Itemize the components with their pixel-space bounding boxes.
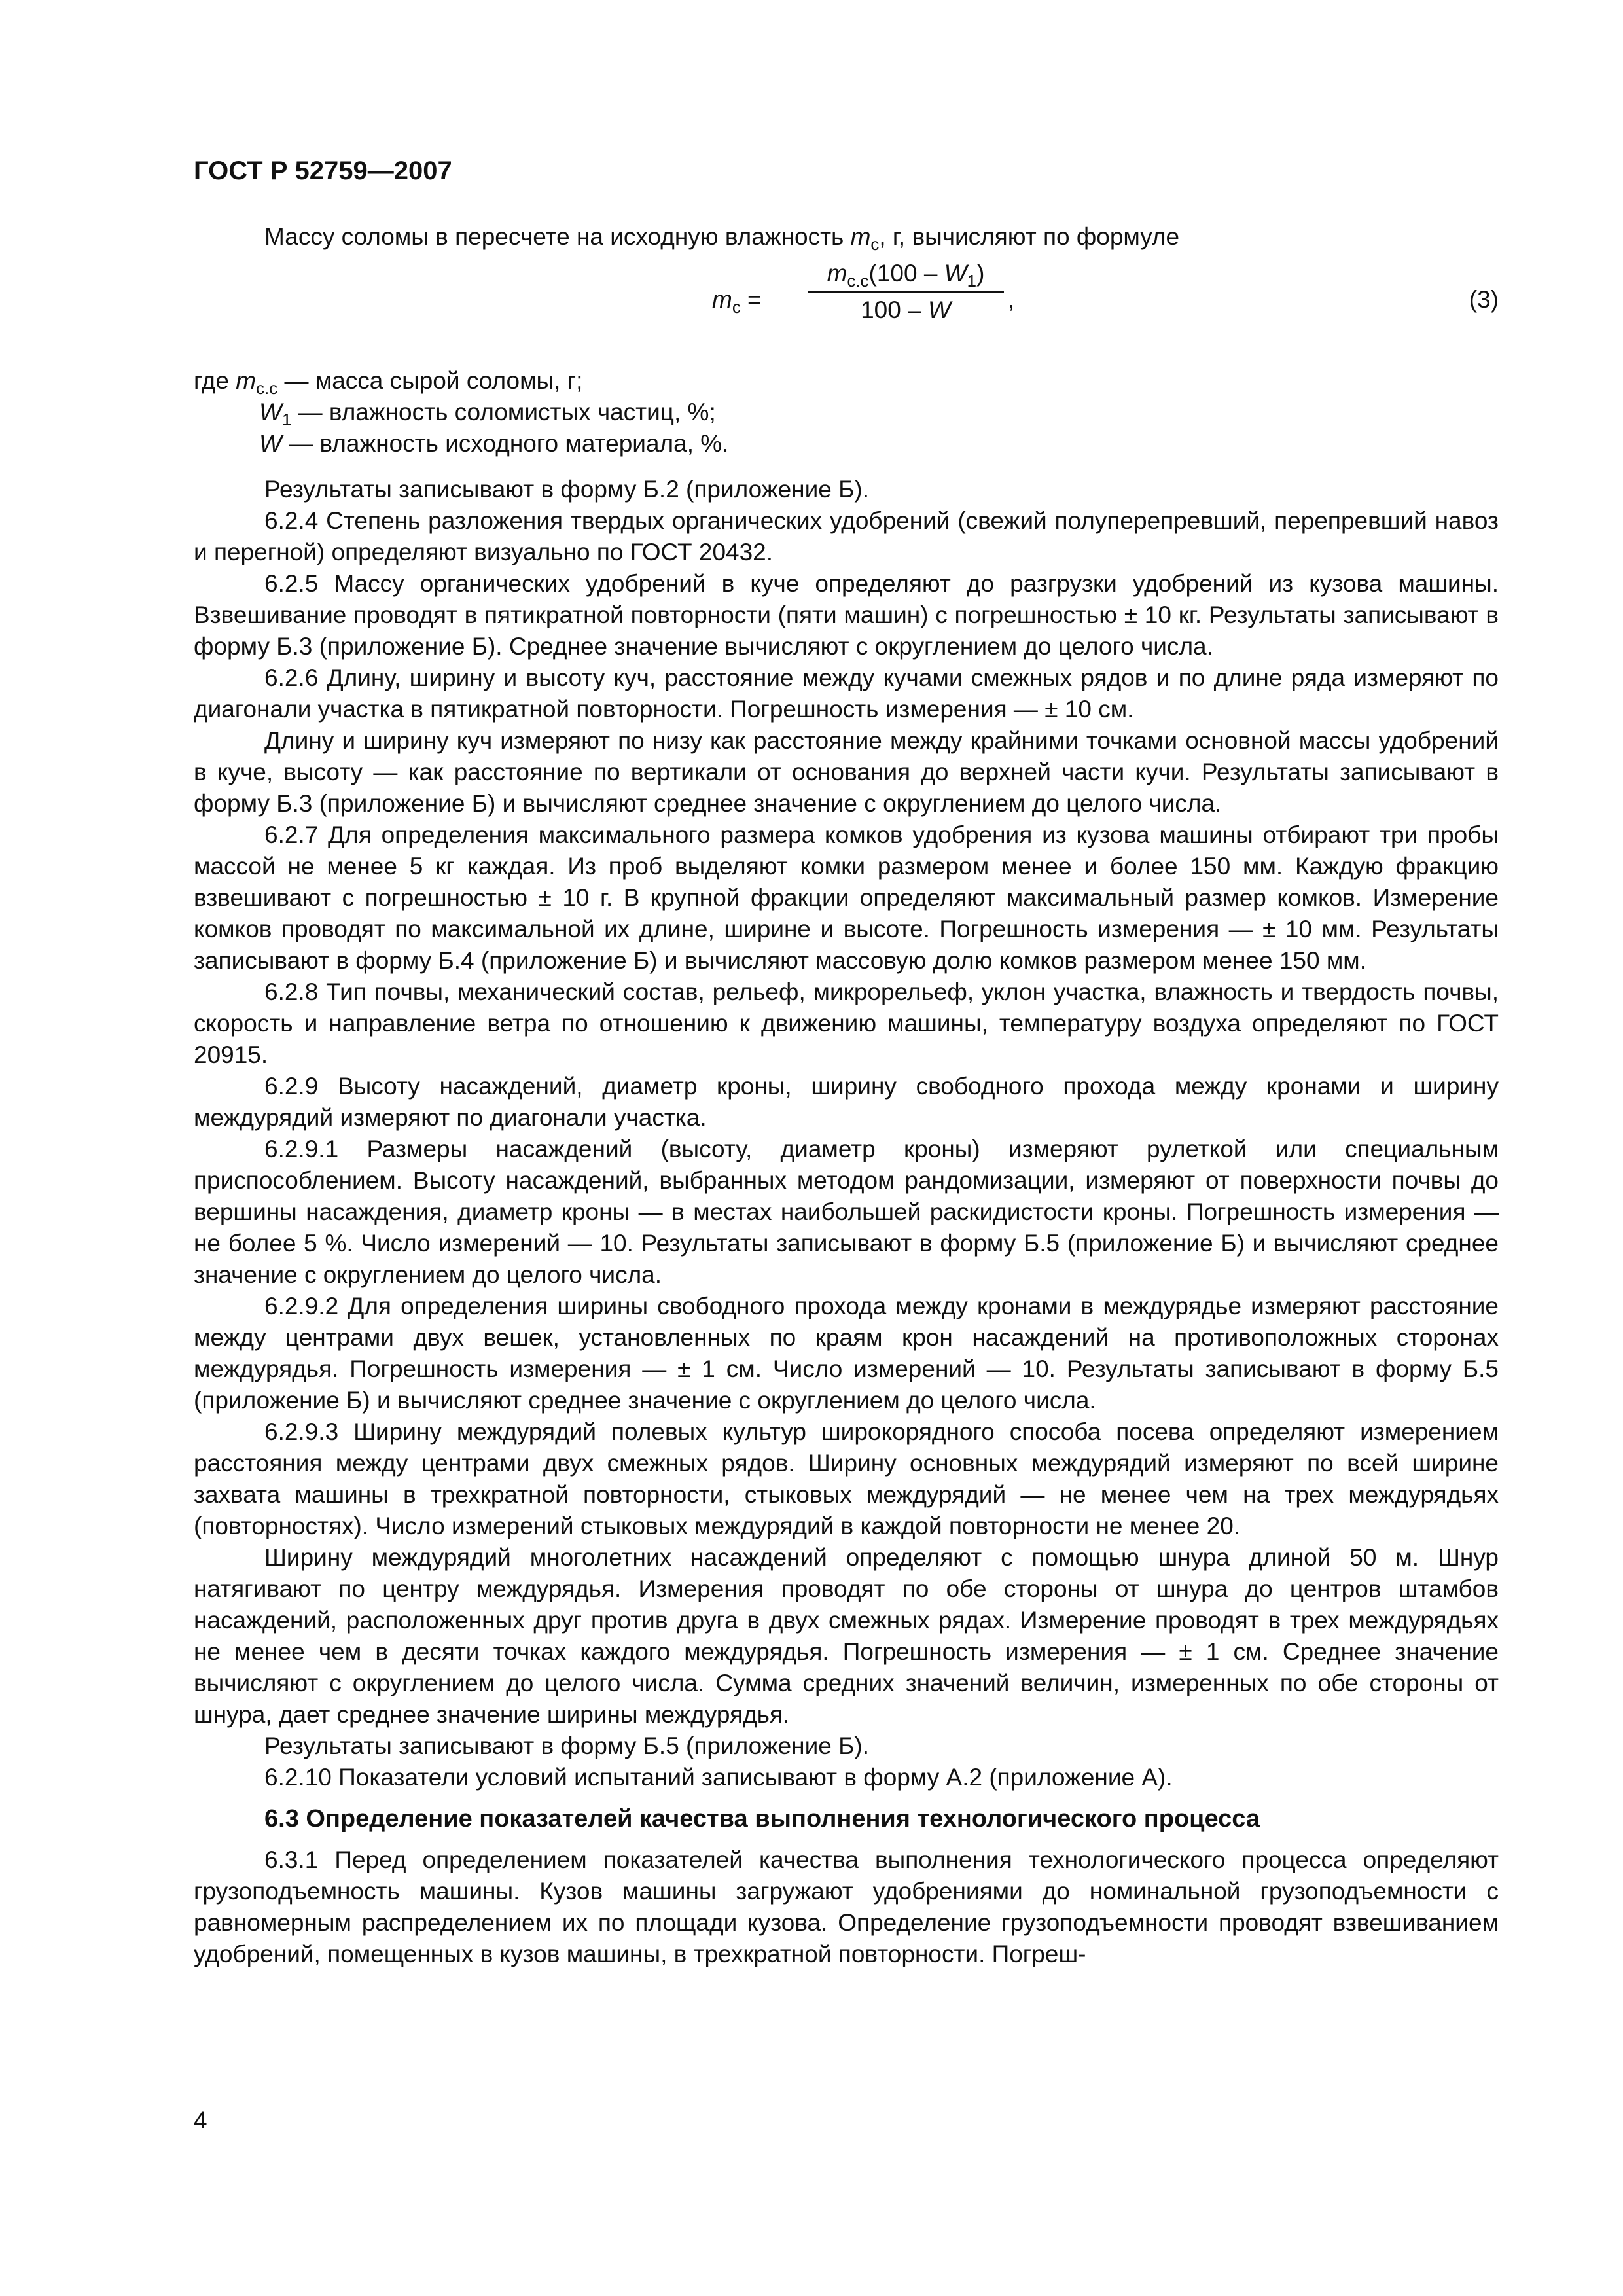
numerator-close: ) bbox=[976, 260, 985, 287]
numerator-open: (100 – bbox=[868, 260, 944, 287]
paragraph-6-2-4: 6.2.4 Степень разложения твердых органических удобрений (свежий полуперепревший, перепревший навоз и перегной) определяют визуально по ГОСТ 20432. bbox=[194, 507, 1499, 565]
legend-text-w1: — влажность соломистых частиц, %; bbox=[291, 399, 716, 425]
formula-intro bbox=[194, 221, 1499, 253]
legend-lead: где bbox=[194, 367, 236, 394]
intro-text-before: Массу соломы в пересчете на исходную влажность bbox=[264, 223, 851, 250]
legend-var-w1: W bbox=[259, 399, 282, 425]
denominator-text: 100 – bbox=[861, 296, 928, 323]
formula-lhs-var: m bbox=[712, 286, 732, 313]
legend-row-w1 bbox=[194, 397, 1499, 428]
legend-text-mcc: — масса сырой соломы, г; bbox=[277, 367, 583, 394]
formula-lhs bbox=[712, 284, 762, 315]
paragraph-6-2-9-3: 6.2.9.3 Ширину междурядий полевых культур широкорядного способа посева определяют измерением расстояния между центрами двух смежных рядов. Ширину основных междурядий измеряют по всей ширине захвата машины в трехкратной повторности, стыковых междурядий — не менее чем на трех междурядьях (повторностях). Число измерений стыковых междурядий в каждой повторности не менее 20. bbox=[194, 1418, 1499, 1539]
intro-var: m bbox=[850, 223, 871, 250]
formula-fraction bbox=[808, 257, 1004, 328]
paragraph: Ширину междурядий многолетних насаждений определяют с помощью шнура длиной 50 м. Шнур натягивают по центру междурядья. Измерения проводят по обе стороны от шнура до центров штамбов насаждений, расположенных друг против друга в двух смежных рядах. Измерение проводят в трех междурядьях не менее чем в десяти точках каждого междурядья. Погрешность измерения — ± 1 см. Среднее значение вычисляют с округлением до целого числа. Сумма средних значений величин, измеренных по обе стороны от шнура, дает среднее значение ширины междурядья. bbox=[194, 1544, 1499, 1728]
numerator-w-sub: 1 bbox=[967, 272, 977, 291]
intro-var-sub: с bbox=[870, 235, 880, 254]
paragraph-6-2-8: 6.2.8 Тип почвы, механический состав, рельеф, микрорельеф, уклон участка, влажность и твердость почвы, скорость и направление ветра по отношению к движению машины, температуру воздуха определяют по ГОСТ 20915. bbox=[194, 978, 1499, 1068]
paragraph-6-2-9-2: 6.2.9.2 Для определения ширины свободного прохода между кронами в междурядье измеряют расстояние между центрами двух вешек, установленных по краям крон насаждений на противоположных сторонах междурядья. Погрешность измерения — ± 1 см. Число измерений — 10. Результаты записывают в форму Б.5 (приложение Б) и вычисляют среднее значение с округлением до целого числа. bbox=[194, 1293, 1499, 1414]
legend-var-w1-sub: 1 bbox=[281, 410, 292, 429]
section-heading-6-3: 6.3 Определение показателей качества выполнения технологического процесса bbox=[264, 1805, 1260, 1833]
paragraph-6-2-10: 6.2.10 Показатели условий испытаний записывают в форму А.2 (приложение А). bbox=[264, 1764, 1173, 1791]
page-content bbox=[194, 154, 1499, 1970]
document-code: ГОСТ Р 52759—2007 bbox=[194, 156, 452, 185]
legend-var-mcc-sub: с.с bbox=[256, 379, 278, 398]
paragraph-6-2-9-1: 6.2.9.1 Размеры насаждений (высоту, диаметр кроны) измеряют рулеткой или специальным приспособлением. Высоту насаждений, выбранных методом рандомизации, измеряют от поверхности почвы до вершины насаждения, диаметр кроны — в местах наибольшей раскидистости кроны. Погрешность измерения — не более 5 %. Число измерений — 10. Результаты записывают в форму Б.5 (приложение Б) и вычисляют среднее значение с округлением до целого числа. bbox=[194, 1136, 1499, 1288]
intro-text-after: , г, вычисляют по формуле bbox=[879, 223, 1180, 250]
variable-legend bbox=[194, 365, 1499, 459]
paragraph: Длину и ширину куч измеряют по низу как расстояние между крайними точками основной массы удобрений в куче, высоту — как расстояние по вертикали от основания до верхней части кучи. Результаты записывают в форму Б.3 (приложение Б) и вычисляют среднее значение с округлением до целого числа. bbox=[194, 727, 1499, 817]
equation-number: (3) bbox=[1469, 286, 1499, 313]
paragraph-6-2-9: 6.2.9 Высоту насаждений, диаметр кроны, ширину свободного прохода между кронами и ширину междурядий измеряют по диагонали участка. bbox=[194, 1073, 1499, 1131]
denominator-w: W bbox=[927, 296, 951, 323]
formula-3 bbox=[194, 255, 1499, 353]
paragraph: Результаты записывают в форму Б.5 (приложение Б). bbox=[264, 1732, 869, 1759]
page-number: 4 bbox=[194, 2107, 207, 2134]
formula-denominator bbox=[808, 293, 1004, 328]
formula-numerator bbox=[808, 257, 1004, 293]
legend-row-mcc bbox=[194, 365, 1499, 397]
legend-text-w: — влажность исходного материала, %. bbox=[281, 430, 729, 457]
paragraph-6-3-1: 6.3.1 Перед определением показателей качества выполнения технологического процесса определяют грузоподъемность машины. Кузов машины загружают удобрениями до номинальной грузоподъемности с равномерным распределением их по площади кузова. Определение грузоподъемности проводят взвешиванием удобрений, помещенных в кузов машины, в трехкратной повторности. Погреш- bbox=[194, 1846, 1499, 1967]
legend-row-w bbox=[194, 428, 1499, 459]
formula-comma: , bbox=[1008, 286, 1015, 313]
numerator-w: W bbox=[944, 260, 967, 287]
legend-var-w: W bbox=[259, 430, 282, 457]
paragraph-6-2-5: 6.2.5 Массу органических удобрений в куче определяют до разгрузки удобрений из кузова машины. Взвешивание проводят в пятикратной повторности (пяти машин) с погрешностью ± 10 кг. Результаты записывают в форму Б.3 (приложение Б). Среднее значение вычисляют с округлением до целого числа. bbox=[194, 570, 1499, 660]
formula-equals: = bbox=[740, 286, 762, 313]
formula-lhs-sub: с bbox=[732, 298, 741, 317]
numerator-var: m bbox=[827, 260, 847, 287]
paragraph: Результаты записывают в форму Б.2 (приложение Б). bbox=[264, 476, 869, 503]
paragraph-6-2-7: 6.2.7 Для определения максимального размера комков удобрения из кузова машины отбирают три пробы массой не менее 5 кг каждая. Из проб выделяют комки размером менее и более 150 мм. Каждую фракцию взвешивают с погрешностью ± 10 г. В крупной фракции определяют максимальный размер комков. Измерение комков проводят по максимальной их длине, ширине и высоте. Погрешность измерения — ± 10 мм. Результаты записывают в форму Б.4 (приложение Б) и вычисляют массовую долю комков размером менее 150 мм. bbox=[194, 821, 1499, 974]
paragraph-6-2-6: 6.2.6 Длину, ширину и высоту куч, расстояние между кучами смежных рядов и по длине ряда измеряют по диагонали участка в пятикратной повторности. Погрешность измерения — ± 10 см. bbox=[194, 664, 1499, 723]
legend-var-mcc: m bbox=[236, 367, 257, 394]
numerator-var-sub: с.с bbox=[847, 272, 869, 291]
